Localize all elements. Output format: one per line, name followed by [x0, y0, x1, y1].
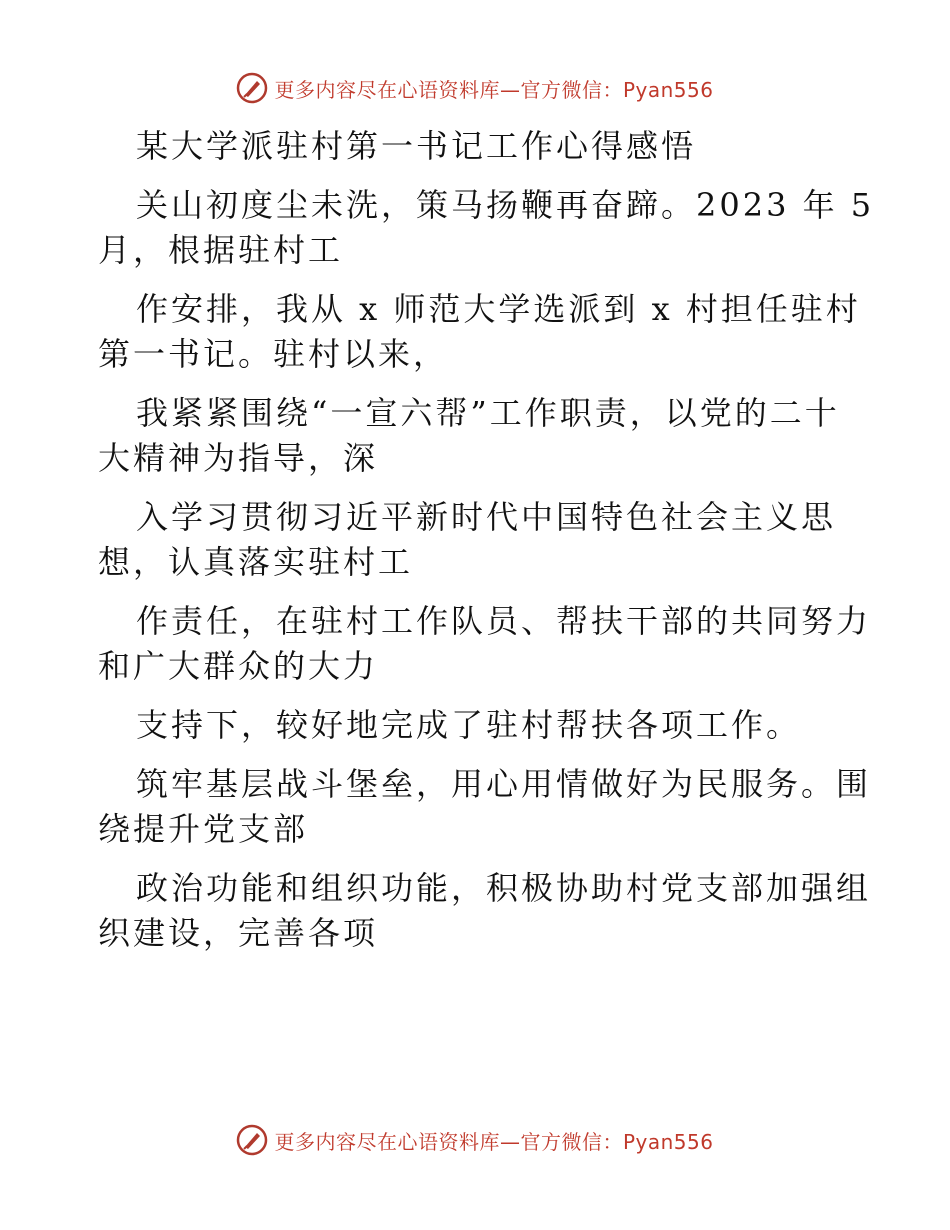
quill-logo-icon [236, 72, 268, 104]
paragraph-line: 和广大群众的大力 [98, 647, 379, 685]
paragraph-line: 想，认真落实驻村工 [98, 543, 414, 581]
paragraph-line: 第一书记。驻村以来， [98, 335, 449, 373]
header-watermark-banner [0, 72, 950, 104]
paragraph-line: 政治功能和组织功能，积极协助村党支部加强组 [136, 869, 872, 907]
paragraph-line: 月，根据驻村工 [98, 231, 344, 269]
paragraph-line: 作安排，我从 x 师范大学选派到 x 村担任驻村 [136, 290, 861, 328]
watermark-text: 更多内容尽在心语资料库—官方微信：Pyan556 [274, 77, 714, 102]
document-title: 某大学派驻村第一书记工作心得感悟 [136, 127, 697, 165]
paragraph-line: 筑牢基层战斗堡垒，用心用情做好为民服务。围 [136, 765, 872, 803]
quill-logo-icon [236, 1124, 268, 1156]
watermark-text: 更多内容尽在心语资料库—官方微信：Pyan556 [274, 1129, 714, 1154]
paragraph-line: 关山初度尘未洗，策马扬鞭再奋蹄。2023 年 5 [136, 186, 875, 224]
document-body [98, 124, 875, 956]
paragraph-line: 入学习贯彻习近平新时代中国特色社会主义思 [136, 498, 837, 536]
paragraph-line: 我紧紧围绕“一宣六帮”工作职责，以党的二十 [136, 394, 840, 432]
paragraph-line: 织建设，完善各项 [98, 914, 379, 952]
paragraph-line: 作责任，在驻村工作队员、帮扶干部的共同努力 [136, 602, 872, 640]
footer-watermark-banner [0, 1124, 950, 1156]
paragraph-line: 支持下，较好地完成了驻村帮扶各项工作。 [136, 706, 802, 744]
paragraph-line: 大精神为指导，深 [98, 439, 379, 477]
paragraph-line: 绕提升党支部 [98, 810, 309, 848]
